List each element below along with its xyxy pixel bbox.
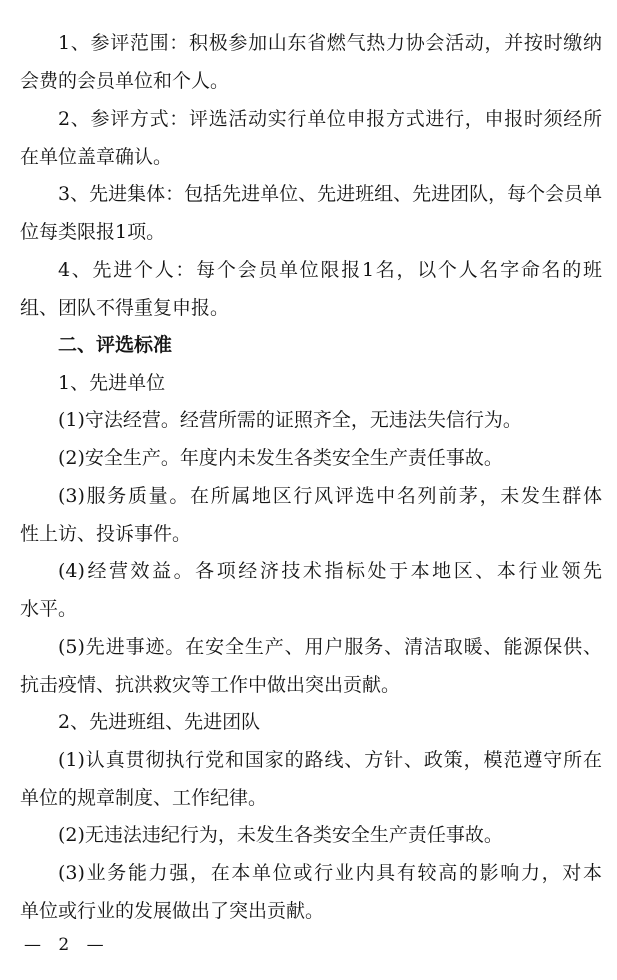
paragraph-line: 1、参评范围：积极参加山东省燃气热力协会活动，并按时缴纳	[58, 32, 602, 54]
paragraph-line: (2)无违法违纪行为，未发生各类安全生产责任事故。	[58, 824, 503, 846]
paragraph-line: 抗击疫情、抗洪救灾等工作中做出突出贡献。	[20, 674, 401, 696]
paragraph-line: (2)安全生产。年度内未发生各类安全生产责任事故。	[58, 447, 503, 469]
page-number: — 2 —	[24, 935, 110, 955]
paragraph-line: 位每类限报1项。	[20, 221, 166, 243]
paragraph-line: 4、先进个人：每个会员单位限报1名，以个人名字命名的班	[58, 259, 602, 281]
paragraph-line: (3)服务质量。在所属地区行风评选中名列前茅，未发生群体	[58, 485, 602, 507]
paragraph-line: (4)经营效益。各项经济技术指标处于本地区、本行业领先	[58, 560, 602, 582]
paragraph-line: 2、参评方式：评选活动实行单位申报方式进行，申报时须经所	[58, 108, 602, 130]
paragraph-line: 组、团队不得重复申报。	[20, 297, 230, 319]
paragraph-line: 性上访、投诉事件。	[20, 523, 192, 545]
subsection-heading: 2、先进班组、先进团队	[58, 711, 261, 733]
section-heading: 二、评选标准	[58, 334, 173, 356]
paragraph-line: 会费的会员单位和个人。	[20, 70, 230, 92]
paragraph-line-final: 单位或行业的发展做出了突出贡献。	[20, 900, 325, 922]
paragraph-line: (1)认真贯彻执行党和国家的路线、方针、政策，模范遵守所在	[58, 749, 602, 771]
paragraph-line: (1)守法经营。经营所需的证照齐全，无违法失信行为。	[58, 409, 522, 431]
paragraph-line: (5)先进事迹。在安全生产、用户服务、清洁取暖、能源保供、	[58, 636, 602, 658]
paragraph-line: 在单位盖章确认。	[20, 146, 173, 168]
paragraph-line: 3、先进集体：包括先进单位、先进班组、先进团队，每个会员单	[58, 183, 603, 205]
paragraph-line: 水平。	[20, 598, 78, 620]
subsection-heading: 1、先进单位	[58, 372, 166, 394]
paragraph-line: 单位的规章制度、工作纪律。	[20, 787, 268, 809]
paragraph-line: (3)业务能力强，在本单位或行业内具有较高的影响力，对本	[58, 862, 602, 884]
